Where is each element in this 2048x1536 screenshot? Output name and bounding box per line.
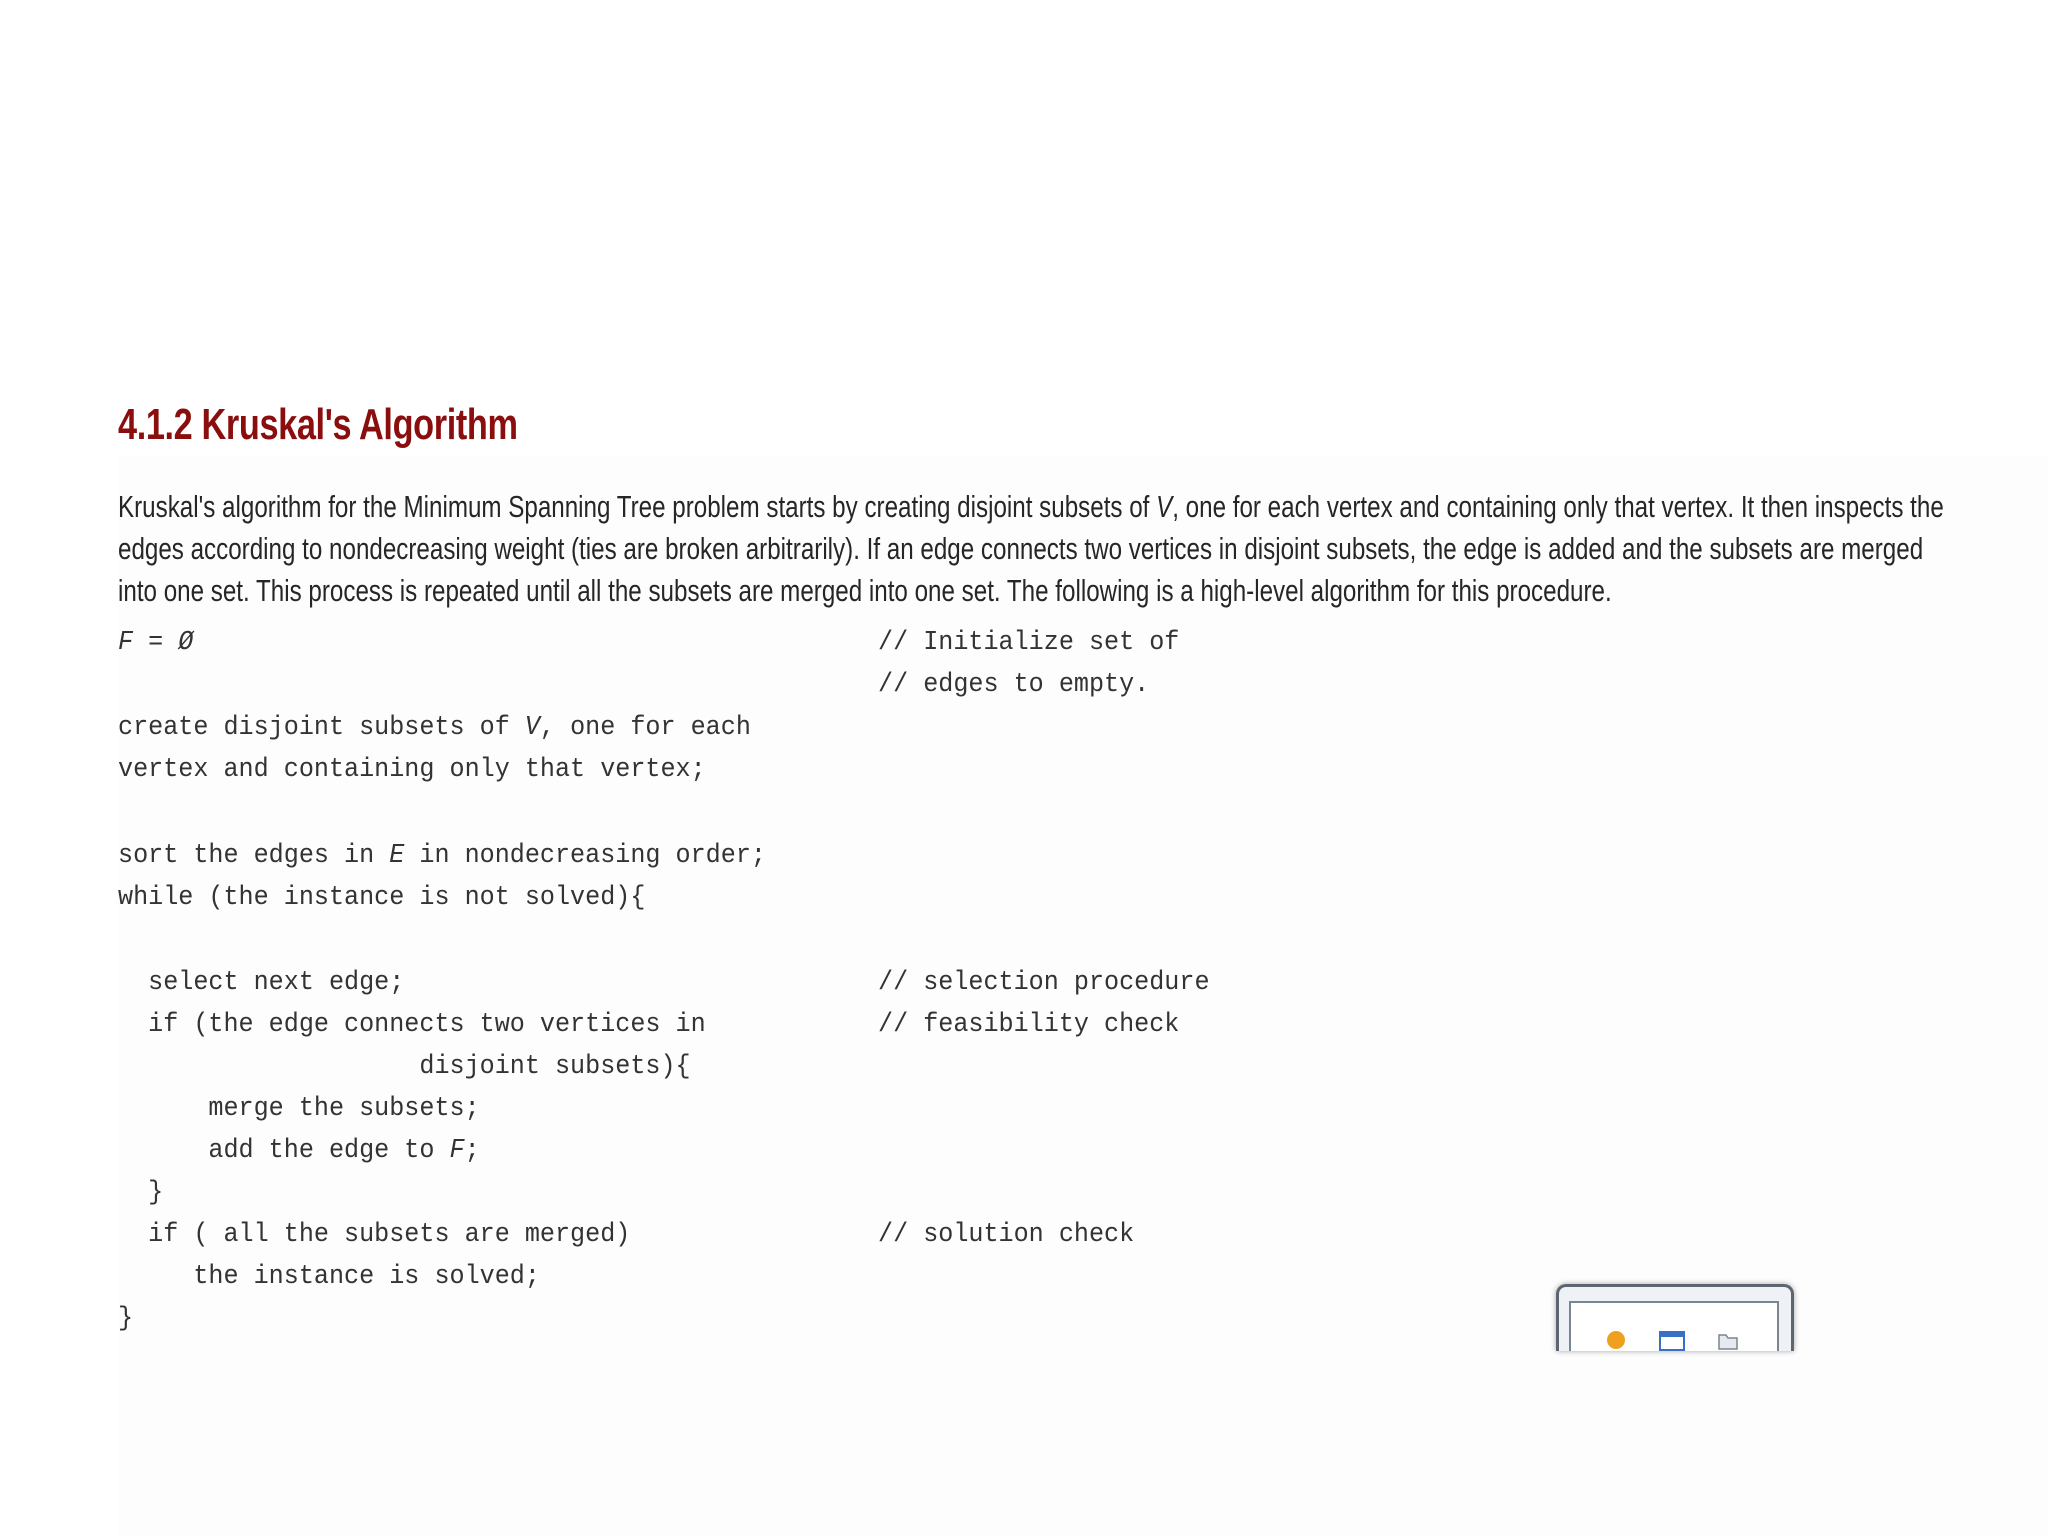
- orange-circle-icon: [1605, 1329, 1627, 1351]
- taskbar-thumbnail-widget[interactable]: [1556, 1284, 1794, 1351]
- comment-solution: // solution check: [878, 1220, 1135, 1250]
- code-line-vertex: vertex and containing only that vertex;: [118, 755, 706, 785]
- intro-paragraph: [118, 486, 1951, 612]
- intro-var-v: V: [1156, 489, 1173, 524]
- code-line-if-connects: if (the edge connects two vertices in: [118, 1010, 706, 1040]
- intro-text-1: Kruskal's algorithm for the Minimum Spanning Tree problem starts by creating disjoint subsets of: [118, 489, 1157, 524]
- comment-initialize: // Initialize set of: [878, 628, 1180, 658]
- code-line-disjoint: disjoint subsets){: [118, 1052, 691, 1082]
- code-line-select: select next edge;: [118, 968, 405, 998]
- code-sort-var: E: [389, 841, 405, 871]
- code-line-while: while (the instance is not solved){: [118, 883, 646, 913]
- code-sort-text-a: sort the edges in: [118, 841, 390, 871]
- code-line-close-inner: }: [118, 1178, 164, 1208]
- code-sort-text-b: in nondecreasing order;: [404, 841, 766, 871]
- code-line-if-merged: if ( all the subsets are merged): [118, 1220, 631, 1250]
- code-line-close-outer: }: [118, 1304, 134, 1334]
- code-add-text-a: add the edge to: [118, 1136, 450, 1166]
- code-line-merge: merge the subsets;: [118, 1094, 480, 1124]
- code-add-text-b: ;: [464, 1136, 480, 1166]
- code-create-var: V: [524, 713, 540, 743]
- comment-edges-empty: // edges to empty.: [878, 670, 1150, 700]
- code-line-add: [118, 1136, 480, 1166]
- comment-selection: // selection procedure: [878, 968, 1210, 998]
- code-create-text-a: create disjoint subsets of: [118, 713, 525, 743]
- comment-feasibility: // feasibility check: [878, 1010, 1180, 1040]
- code-create-text-b: , one for each: [539, 713, 751, 743]
- section-title: 4.1.2 Kruskal's Algorithm: [118, 400, 518, 449]
- code-line-init: [118, 628, 193, 658]
- intro-text-2: , one for each vertex and containing only that vertex. It then inspects the edges according to nondecreasing weight (ties are broken arbitrarily). If an edge connects two vertices in disjoint subsets, the edge is added and the subsets are merged into one set. This process is repeated until all the subsets are merged into one set. The following is a high-level algorithm for this procedure.: [118, 489, 1944, 608]
- folder-icon: [1717, 1329, 1739, 1351]
- code-add-var: F: [449, 1136, 465, 1166]
- code-init-text: F = Ø: [118, 628, 194, 658]
- code-line-sort: [118, 841, 766, 871]
- code-line-solved: the instance is solved;: [118, 1262, 540, 1292]
- blue-window-icon: [1659, 1329, 1685, 1351]
- code-line-create: [118, 713, 751, 743]
